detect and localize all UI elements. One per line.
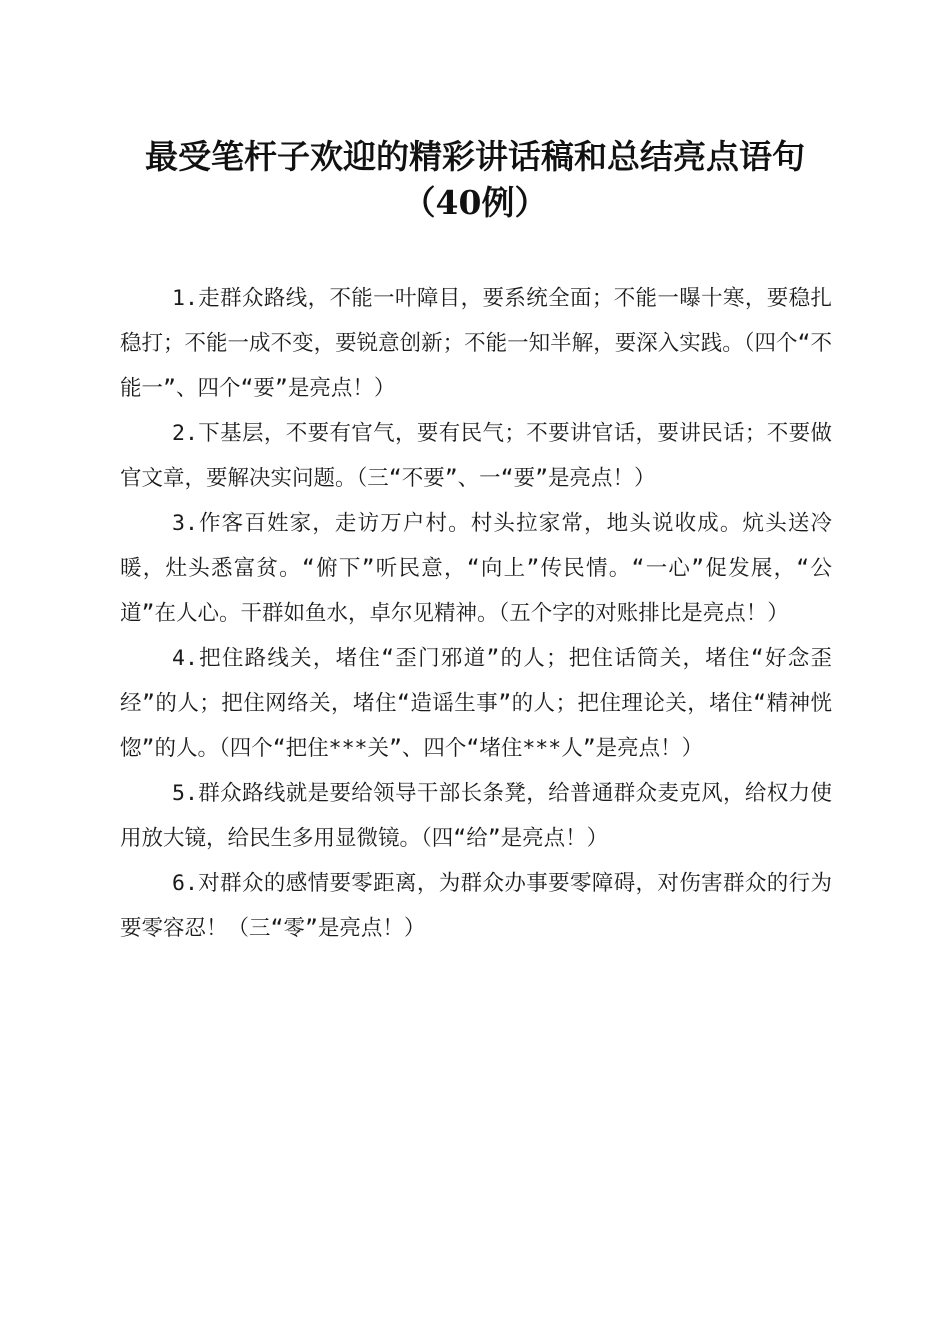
paragraph-4: 4.把住路线关，堵住“歪门邪道”的人；把住话筒关，堵住“好念歪经”的人；把住网络关，堵住“造谣生事”的人；把住理论关，堵住“精神恍惚”的人。（四个“把住***关”、四个“堵住***人”是亮点！）: [120, 646, 832, 761]
title-line-1: 最受笔杆子欢迎的精彩讲话稿和总结亮点语句: [145, 137, 805, 176]
paragraph-3: 3.作客百姓家，走访万户村。村头拉家常，地头说收成。炕头送冷暖，灶头悉富贫。“俯下”听民意，“向上”传民情。“一心”促发展，“公道”在人心。干群如鱼水，卓尔见精神。（五个字的对账排比是亮点！）: [120, 511, 832, 626]
document-body: [120, 276, 832, 951]
document-title: [90, 134, 860, 226]
title-line-2: （40例）: [402, 183, 548, 222]
paragraph-2: 2.下基层，不要有官气，要有民气；不要讲官话，要讲民话；不要做官文章，要解决实问题。（三“不要”、一“要”是亮点！）: [120, 421, 832, 491]
paragraph-5: 5.群众路线就是要给领导干部长条凳，给普通群众麦克风，给权力使用放大镜，给民生多用显微镜。（四“给”是亮点！）: [120, 781, 832, 851]
paragraph-1: 1.走群众路线，不能一叶障目，要系统全面；不能一曝十寒，要稳扎稳打；不能一成不变，要锐意创新；不能一知半解，要深入实践。（四个“不能一”、四个“要”是亮点！）: [120, 286, 832, 401]
paragraph-6: 6.对群众的感情要零距离，为群众办事要零障碍，对伤害群众的行为要零容忍！（三“零”是亮点！）: [120, 871, 832, 941]
